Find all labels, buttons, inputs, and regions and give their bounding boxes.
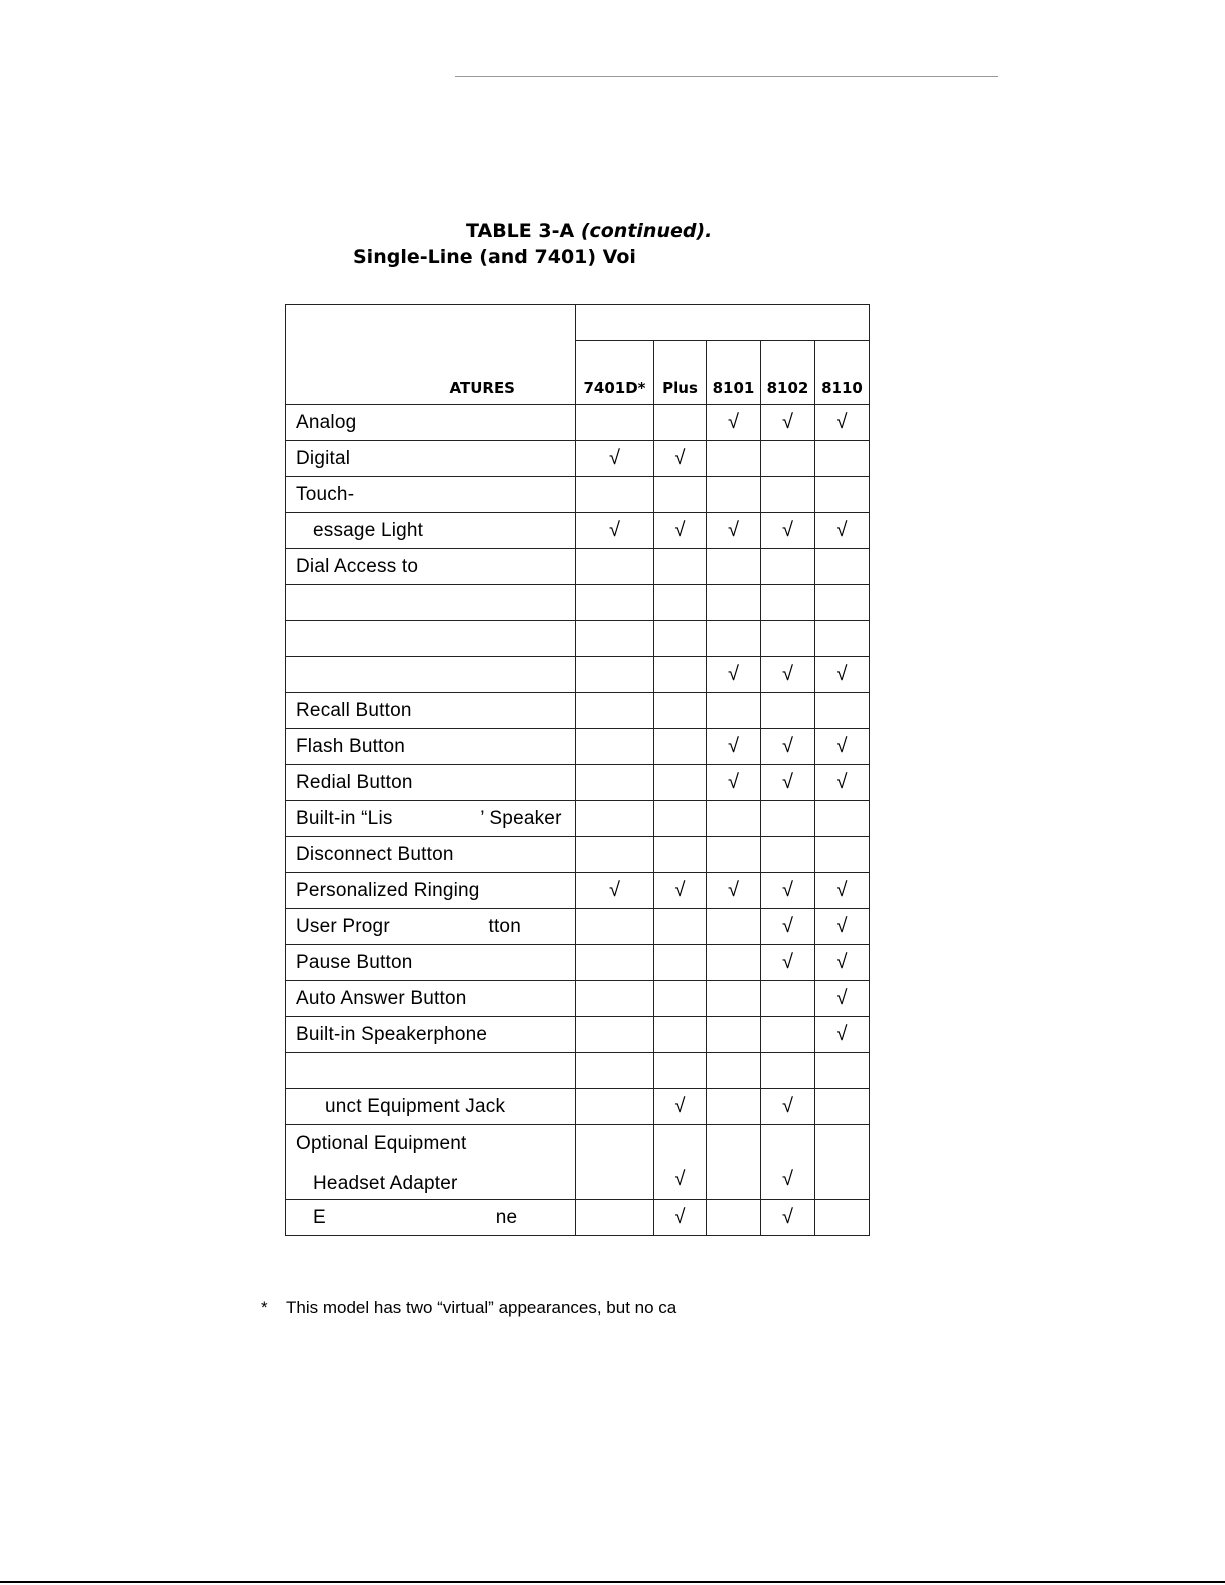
check-cell: √	[576, 873, 654, 909]
table-row	[286, 405, 870, 441]
check-cell: √	[761, 513, 815, 549]
check-cell	[654, 981, 707, 1017]
table-row	[286, 909, 870, 945]
check-cell: √	[815, 981, 870, 1017]
check-cell	[654, 729, 707, 765]
check-cell: √	[815, 729, 870, 765]
feature-label	[286, 585, 576, 621]
check-cell	[761, 981, 815, 1017]
check-cell	[654, 1053, 707, 1089]
check-cell: √	[761, 873, 815, 909]
feature-label: Pause Button	[286, 945, 576, 981]
header-row-top	[286, 305, 870, 341]
table-subtitle: Single-Line (and 7401) Voi	[353, 246, 636, 268]
model-header: 8101	[707, 341, 761, 405]
check-cell	[761, 441, 815, 477]
table-row-optional	[286, 1125, 870, 1200]
feature-label: Touch-	[286, 477, 576, 513]
check-cell	[761, 477, 815, 513]
table-row	[286, 477, 870, 513]
check-cell	[654, 405, 707, 441]
check-cell: √	[707, 513, 761, 549]
header-rule	[455, 76, 998, 77]
bottom-rule	[0, 1581, 1225, 1583]
check-cell: √	[761, 765, 815, 801]
check-cell	[815, 585, 870, 621]
table-row	[286, 513, 870, 549]
feature-label: Auto Answer Button	[286, 981, 576, 1017]
optional-label: Optional Equipment	[296, 1133, 467, 1154]
table-row	[286, 585, 870, 621]
check-cell	[707, 585, 761, 621]
check-cell	[815, 1125, 870, 1200]
check-cell	[761, 549, 815, 585]
check-cell: √	[815, 513, 870, 549]
check-cell	[654, 693, 707, 729]
check-cell: √	[761, 657, 815, 693]
feature-label	[286, 1125, 576, 1200]
header-blank-cell	[286, 305, 576, 341]
check-cell: √	[707, 405, 761, 441]
check-cell	[576, 837, 654, 873]
check-cell	[654, 801, 707, 837]
feature-label: Redial Button	[286, 765, 576, 801]
check-cell	[654, 1017, 707, 1053]
check-cell	[815, 693, 870, 729]
check-cell	[576, 1125, 654, 1200]
check-cell	[654, 621, 707, 657]
check-cell	[761, 621, 815, 657]
check-cell	[654, 765, 707, 801]
check-cell	[707, 1089, 761, 1125]
feature-label: Disconnect Button	[286, 837, 576, 873]
check-cell	[815, 1089, 870, 1125]
check-cell	[576, 621, 654, 657]
check-cell: √	[707, 729, 761, 765]
check-cell: √	[654, 441, 707, 477]
check-cell	[654, 837, 707, 873]
check-cell	[654, 657, 707, 693]
model-header: 8110	[815, 341, 870, 405]
table-row	[286, 549, 870, 585]
check-cell	[815, 477, 870, 513]
check-cell: √	[761, 1125, 815, 1200]
check-cell	[707, 1200, 761, 1236]
check-cell	[576, 765, 654, 801]
check-cell	[815, 549, 870, 585]
check-cell	[654, 585, 707, 621]
check-cell: √	[761, 729, 815, 765]
table-row	[286, 621, 870, 657]
table-row	[286, 1053, 870, 1089]
check-cell	[761, 693, 815, 729]
check-cell	[654, 909, 707, 945]
feature-label	[286, 657, 576, 693]
check-cell	[576, 549, 654, 585]
check-cell	[707, 1125, 761, 1200]
check-cell	[576, 729, 654, 765]
table-row	[286, 765, 870, 801]
check-cell	[761, 837, 815, 873]
header-row	[286, 341, 870, 405]
table-row	[286, 981, 870, 1017]
check-cell: √	[707, 765, 761, 801]
check-cell	[654, 477, 707, 513]
feature-label	[286, 1053, 576, 1089]
check-cell: √	[761, 1089, 815, 1125]
table-caption	[466, 220, 712, 242]
check-cell	[654, 945, 707, 981]
continued-label: (continued).	[580, 220, 713, 242]
check-cell	[707, 837, 761, 873]
table-row	[286, 693, 870, 729]
feature-label: essage Light	[286, 513, 576, 549]
check-cell	[761, 1053, 815, 1089]
header-span-cell	[576, 305, 870, 341]
check-cell	[707, 441, 761, 477]
check-cell	[707, 693, 761, 729]
check-cell	[707, 477, 761, 513]
check-cell	[576, 1053, 654, 1089]
table-row	[286, 837, 870, 873]
check-cell	[707, 1017, 761, 1053]
check-cell: √	[654, 1089, 707, 1125]
check-cell: √	[815, 909, 870, 945]
check-cell: √	[576, 441, 654, 477]
check-cell	[761, 1017, 815, 1053]
check-cell	[707, 909, 761, 945]
check-cell: √	[654, 1125, 707, 1200]
check-cell	[707, 981, 761, 1017]
check-cell: √	[815, 765, 870, 801]
check-cell	[707, 945, 761, 981]
check-cell	[761, 801, 815, 837]
footnote-marker: *	[261, 1298, 268, 1317]
table-row	[286, 1089, 870, 1125]
check-cell	[576, 909, 654, 945]
table-row	[286, 729, 870, 765]
check-cell	[707, 1053, 761, 1089]
feature-label: Built-in “Lis ’ Speaker	[286, 801, 576, 837]
features-header: ATURES	[286, 341, 576, 405]
check-cell	[576, 945, 654, 981]
check-cell	[576, 693, 654, 729]
check-cell	[576, 1017, 654, 1053]
check-cell: √	[654, 513, 707, 549]
check-cell	[815, 1200, 870, 1236]
check-cell	[815, 801, 870, 837]
check-cell	[707, 621, 761, 657]
table-row	[286, 1017, 870, 1053]
check-cell: √	[654, 873, 707, 909]
table-row	[286, 945, 870, 981]
optional-sub-label: Headset Adapter	[313, 1173, 458, 1194]
check-cell: √	[815, 405, 870, 441]
feature-label: Analog	[286, 405, 576, 441]
feature-label	[286, 621, 576, 657]
table-row	[286, 873, 870, 909]
feature-label: Digital	[286, 441, 576, 477]
feature-label: User Progr tton	[286, 909, 576, 945]
table-row	[286, 801, 870, 837]
check-cell	[576, 657, 654, 693]
check-cell	[576, 1089, 654, 1125]
feature-label: unct Equipment Jack	[286, 1089, 576, 1125]
check-cell	[707, 801, 761, 837]
check-cell: √	[576, 513, 654, 549]
table-id: TABLE 3-A	[466, 220, 575, 242]
model-header: 8102	[761, 341, 815, 405]
check-cell	[707, 549, 761, 585]
check-cell: √	[815, 657, 870, 693]
features-table	[285, 304, 870, 1236]
check-cell: √	[707, 873, 761, 909]
check-cell: √	[761, 1200, 815, 1236]
check-cell	[815, 1053, 870, 1089]
check-cell: √	[815, 873, 870, 909]
footnote-text: This model has two “virtual” appearances, but no ca	[286, 1298, 677, 1317]
check-cell	[654, 549, 707, 585]
model-header: Plus	[654, 341, 707, 405]
check-cell	[576, 801, 654, 837]
check-cell: √	[707, 657, 761, 693]
feature-label: Built-in Speakerphone	[286, 1017, 576, 1053]
check-cell: √	[761, 909, 815, 945]
check-cell: √	[761, 945, 815, 981]
footnote	[261, 1298, 676, 1318]
table-row	[286, 1200, 870, 1236]
feature-label: E ne	[286, 1200, 576, 1236]
check-cell	[576, 1200, 654, 1236]
check-cell	[815, 837, 870, 873]
feature-label: Flash Button	[286, 729, 576, 765]
check-cell: √	[815, 1017, 870, 1053]
check-cell: √	[815, 945, 870, 981]
model-header: 7401D*	[576, 341, 654, 405]
check-cell	[576, 981, 654, 1017]
check-cell: √	[654, 1200, 707, 1236]
table-row	[286, 441, 870, 477]
check-cell	[576, 585, 654, 621]
feature-label: Recall Button	[286, 693, 576, 729]
check-cell	[576, 405, 654, 441]
check-cell	[576, 477, 654, 513]
check-cell	[815, 441, 870, 477]
feature-label: Personalized Ringing	[286, 873, 576, 909]
check-cell	[761, 585, 815, 621]
feature-label: Dial Access to	[286, 549, 576, 585]
check-cell: √	[761, 405, 815, 441]
check-cell	[815, 621, 870, 657]
table-row	[286, 657, 870, 693]
